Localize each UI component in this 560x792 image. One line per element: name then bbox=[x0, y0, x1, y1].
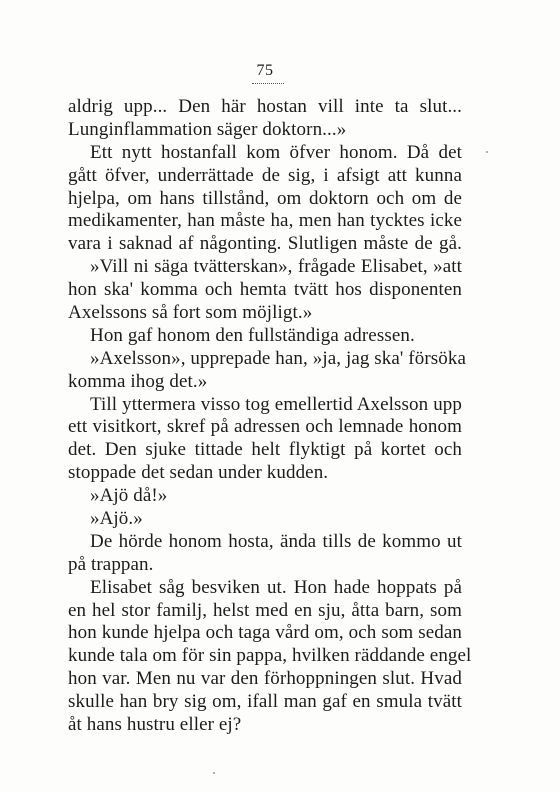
text-line: Hon gaf honom den fullständiga adressen. bbox=[90, 324, 415, 346]
page-number-rule bbox=[252, 83, 284, 84]
text-line: på trappan. bbox=[68, 553, 154, 575]
text-line: »Axelsson», upprepade han, »ja, jag ska' försöka bbox=[90, 347, 466, 369]
text-line: hon ska' komma och hemta tvätt hos disponenten bbox=[68, 279, 462, 301]
body-text bbox=[68, 96, 472, 737]
text-line: medikamenter, han måste ha, men han tycktes icke bbox=[68, 210, 462, 232]
text-line: aldrig upp... Den här hostan vill inte ta slut... bbox=[68, 96, 462, 117]
text-line: hon var. Men nu var den förhoppningen slut. Hvad bbox=[68, 668, 462, 690]
paper-speck bbox=[213, 772, 215, 774]
text-line: det. Den sjuke tittade helt flyktigt på kortet och bbox=[68, 439, 462, 461]
text-line: vara i saknad af någonting. Slutligen måste de gå. bbox=[68, 233, 462, 255]
page-number: 75 bbox=[256, 62, 274, 79]
text-line: Till yttermera visso tog emellertid Axelsson upp bbox=[90, 393, 462, 415]
text-line: kunde tala om för sin pappa, hvilken räddande engel bbox=[68, 645, 472, 667]
text-line: skulle han bry sig om, ifall man gaf en smula tvätt bbox=[68, 691, 462, 713]
text-line: »Vill ni säga tvätterskan», frågade Elisabet, »att bbox=[90, 256, 462, 278]
text-line: Ett nytt hostanfall kom öfver honom. Då det bbox=[90, 141, 462, 163]
text-line: »Ajö.» bbox=[90, 508, 143, 530]
text-line: en hel stor familj, helst med en sju, åtta barn, som bbox=[68, 599, 462, 621]
text-line: stoppade det sedan under kudden. bbox=[68, 462, 329, 484]
text-line: ett visitkort, skref på adressen och lemnade honom bbox=[68, 416, 462, 438]
text-line: Lunginflammation säger doktorn...» bbox=[68, 118, 347, 140]
paper-speck bbox=[486, 151, 488, 153]
text-line: De hörde honom hosta, ända tills de kommo ut bbox=[90, 530, 462, 552]
text-line: åt hans hustru eller ej? bbox=[68, 714, 242, 736]
text-line: gått öfver, underrättade de sig, i afsigt att kunna bbox=[68, 164, 462, 186]
text-line: komma ihog det.» bbox=[68, 370, 208, 392]
text-line: hjelpa, om hans tillstånd, om doktorn och om de bbox=[68, 187, 462, 209]
text-line: Elisabet såg besviken ut. Hon hade hoppats på bbox=[90, 576, 462, 598]
text-line: »Ajö då!» bbox=[90, 485, 168, 507]
text-line: Axelssons så fort som möjligt.» bbox=[68, 302, 313, 324]
text-line: hon kunde hjelpa och taga vård om, och som sedan bbox=[68, 622, 462, 644]
